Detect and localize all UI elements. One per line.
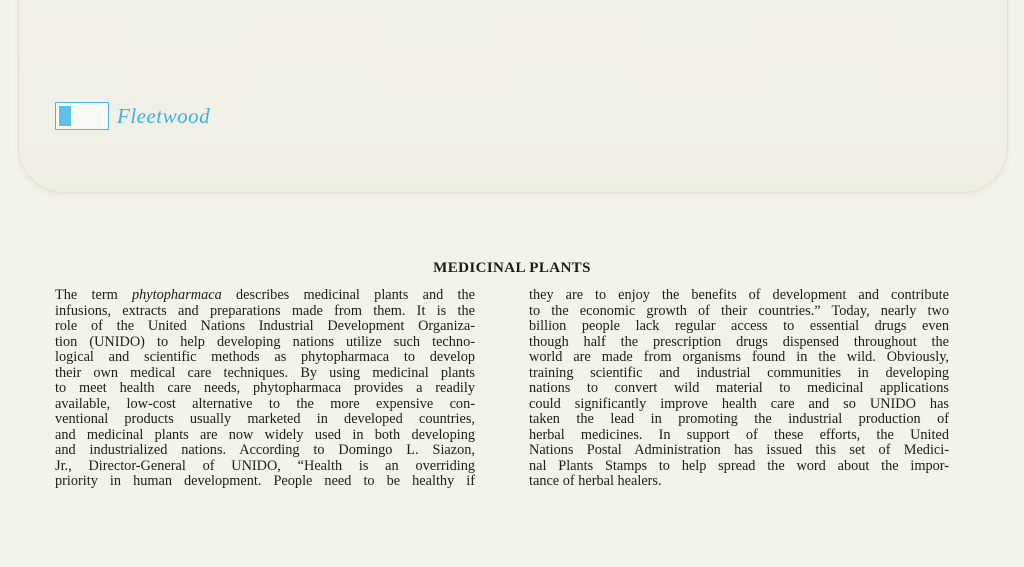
text-line: The term phytopharmaca describes medicinal plants and the <box>55 287 475 303</box>
text-line: priority in human development. People need to be healthy if <box>55 473 475 489</box>
text-line: to the economic growth of their countries.” Today, nearly two <box>529 302 949 319</box>
text-line: training scientific and industrial communities in developing <box>529 364 949 381</box>
text-column-right <box>529 288 949 490</box>
text-line: nations to convert wild material to medicinal applications <box>529 380 949 396</box>
text-line: herbal medicines. In support of these efforts, the United <box>529 426 949 443</box>
text-line: to meet health care needs, phytopharmaca provides a readily <box>55 380 475 396</box>
text-line: Jr., Director-General of UNIDO, “Health is an overriding <box>55 457 475 474</box>
text-column-left <box>55 288 475 490</box>
text-line: tion (UNIDO) to help developing nations utilize such techno- <box>55 333 475 350</box>
logo-brand-text: Fleetwood <box>117 103 211 128</box>
text-line: ventional products usually marketed in developed countries, <box>55 411 475 427</box>
text-line: infusions, extracts and preparations made from them. It is the <box>55 302 475 319</box>
text-line: role of the United Nations Industrial Development Organiza- <box>55 318 475 334</box>
text-line: though half the prescription drugs dispensed throughout the <box>529 333 949 350</box>
text-line: logical and scientific methods as phytopharmaca to develop <box>55 349 475 365</box>
text-line: could significantly improve health care and so UNIDO has <box>529 395 949 412</box>
fleetwood-logo <box>55 101 210 131</box>
text-line: Nations Postal Administration has issued this set of Medici- <box>529 442 949 458</box>
text-line: nal Plants Stamps to help spread the word about the impor- <box>529 457 949 474</box>
text-line: tance of herbal healers. <box>529 473 662 489</box>
text-line: and industrialized nations. According to Domingo L. Siazon, <box>55 442 475 458</box>
text-line: they are to enjoy the benefits of development and contribute <box>529 287 949 303</box>
page-title: MEDICINAL PLANTS <box>433 260 591 276</box>
text-line: available, low-cost alternative to the more expensive con- <box>55 395 475 412</box>
envelope-flap <box>18 0 1008 193</box>
text-line: billion people lack regular access to essential drugs even <box>529 318 949 334</box>
text-line: and medicinal plants are now widely used in both developing <box>55 426 475 443</box>
text-line: their own medical care techniques. By using medicinal plants <box>55 364 475 381</box>
text-line: taken the lead in promoting the industrial production of <box>529 411 949 427</box>
text-line: world are made from organisms found in the wild. Obviously, <box>529 349 949 365</box>
logo-box-icon <box>55 102 109 130</box>
